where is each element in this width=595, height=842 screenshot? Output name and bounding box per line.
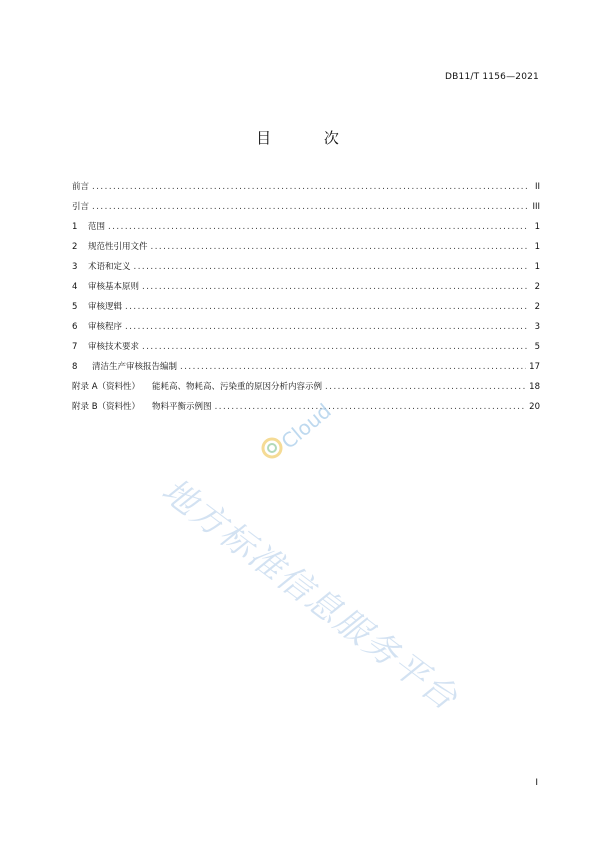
toc-page-number: 1 [534, 242, 540, 252]
toc-label: 术语和定义 [88, 262, 131, 272]
toc-row-introduction[interactable] [72, 201, 540, 221]
toc-page-number: III [532, 202, 540, 212]
toc-section-number: 1 [72, 222, 78, 232]
toc-label: 审核程序 [88, 322, 123, 332]
toc-page-number: 2 [534, 282, 540, 292]
toc-row-foreword[interactable] [72, 181, 540, 201]
toc-label: 规范性引用文件 [88, 242, 148, 252]
toc-leader-dots [325, 381, 526, 393]
toc-label: 能耗高、物耗高、污染重的原因分析内容示例 [152, 382, 323, 392]
table-of-contents [72, 181, 540, 421]
toc-page-number: 5 [534, 342, 540, 352]
toc-row-2[interactable] [72, 241, 540, 261]
toc-leader-dots [125, 321, 529, 333]
toc-label: 引言 [72, 202, 90, 212]
toc-section-number: 3 [72, 262, 78, 272]
toc-appendix-tag: 附录 A（资料性） [72, 382, 141, 392]
toc-row-4[interactable] [72, 281, 540, 301]
toc-page-number: 1 [534, 262, 540, 272]
toc-row-5[interactable] [72, 301, 540, 321]
toc-page-number: 2 [534, 302, 540, 312]
toc-leader-dots [108, 221, 529, 233]
toc-section-number: 5 [72, 302, 78, 312]
toc-label: 审核技术要求 [88, 342, 140, 352]
toc-page-number: 17 [529, 362, 540, 372]
watermark-text: 地方标准信息服务平台 [154, 470, 466, 720]
toc-section-number: 7 [72, 342, 78, 352]
toc-appendix-tag: 附录 B（资料性） [72, 402, 141, 412]
toc-leader-dots [134, 261, 529, 273]
toc-page-number: 20 [529, 402, 540, 412]
toc-label: 前言 [72, 182, 90, 192]
toc-leader-dots [142, 281, 529, 293]
document-code: DB11/T 1156—2021 [445, 72, 539, 82]
page-title: 目 次 [256, 129, 363, 147]
toc-section-number: 2 [72, 242, 78, 252]
toc-label: 范围 [88, 222, 106, 232]
cloud-logo-text: Cloud [276, 398, 336, 454]
toc-page-number: II [534, 182, 540, 192]
toc-section-number: 4 [72, 282, 78, 292]
toc-page-number: 3 [534, 322, 540, 332]
toc-leader-dots [92, 181, 529, 193]
toc-page-number: 1 [534, 222, 540, 232]
toc-leader-dots [125, 301, 529, 313]
toc-label: 审核逻辑 [88, 302, 123, 312]
toc-leader-dots [142, 341, 529, 353]
toc-leader-dots [151, 241, 529, 253]
toc-row-8[interactable] [72, 361, 540, 381]
toc-section-number: 6 [72, 322, 78, 332]
toc-section-number: 8 [72, 362, 78, 372]
toc-row-7[interactable] [72, 341, 540, 361]
toc-leader-dots [180, 361, 526, 373]
page-number: I [535, 778, 538, 788]
toc-label: 审核基本原则 [88, 282, 140, 292]
toc-row-3[interactable] [72, 261, 540, 281]
toc-row-6[interactable] [72, 321, 540, 341]
toc-row-1[interactable] [72, 221, 540, 241]
cloud-logo-watermark [258, 398, 338, 468]
toc-label: 物料平衡示例图 [152, 402, 212, 412]
toc-page-number: 18 [529, 382, 540, 392]
toc-label: 清洁生产审核报告编制 [92, 362, 178, 372]
toc-leader-dots [92, 201, 529, 213]
